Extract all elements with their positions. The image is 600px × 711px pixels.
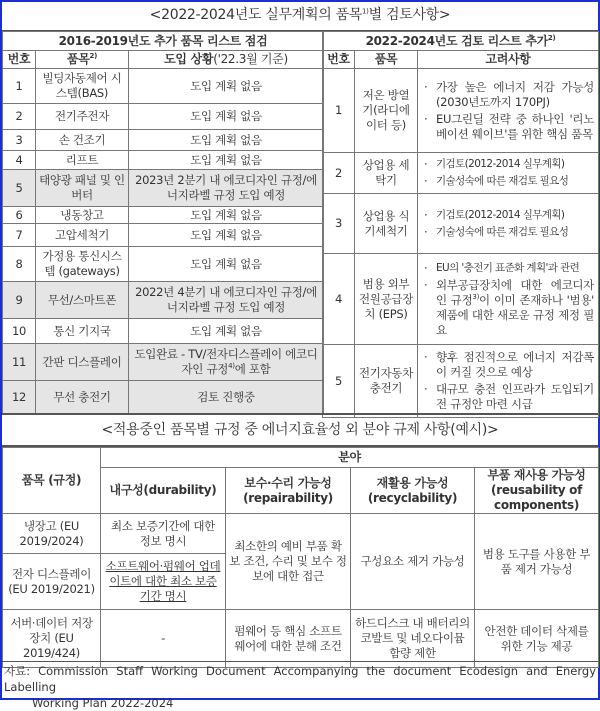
row-durability bbox=[101, 554, 226, 610]
bullet-item bbox=[424, 278, 594, 338]
row-reusability: 범용 도구를 사용한 부품 제거 가능성 bbox=[475, 514, 599, 610]
row-no: 1 bbox=[323, 69, 355, 153]
footnote-2: 2) bbox=[547, 33, 556, 42]
col-header-status-date: ('22.3월 기준) bbox=[213, 52, 288, 66]
bullet-text: 기검토(2012-2014 실무계획) bbox=[436, 158, 565, 170]
row-status: 도입 계획 없음 bbox=[129, 224, 324, 247]
table-row bbox=[3, 104, 324, 130]
table-row bbox=[3, 247, 324, 282]
row-item: 가정용 통신시스템 (gateways) bbox=[36, 247, 129, 282]
row-no: 2 bbox=[323, 153, 355, 194]
bullet-text: 향후 점진적으로 에너지 저감폭이 커질 것으로 예상 bbox=[436, 350, 594, 379]
bullet-item bbox=[424, 382, 594, 412]
row-durability-text: 소프트웨어·펌웨어 업데이트에 대한 최소 보증기간 명시 bbox=[105, 559, 221, 603]
row-item: 서버·데이터 저장장치 (EU 2019/424) bbox=[3, 610, 101, 668]
row-no: 6 bbox=[3, 207, 36, 224]
row-status: 도입 계획 없음 bbox=[129, 69, 324, 104]
checklist-table-2016-2019 bbox=[2, 31, 324, 415]
bullet-icon: · bbox=[424, 111, 428, 126]
row-repairability: 최소한의 예비 부품 확보 조건, 수리 및 보수 정보에 대한 접근 bbox=[226, 514, 351, 610]
row-item: 저온 방열기(라디에이터 등) bbox=[355, 69, 418, 153]
row-no: 10 bbox=[3, 319, 36, 344]
col-header-status bbox=[129, 51, 324, 69]
footnote-2: 2) bbox=[89, 52, 98, 60]
bullet-item bbox=[424, 225, 594, 240]
row-status: 도입 계획 없음 bbox=[129, 319, 324, 344]
bullet-text: EU그린딜 전략 중 하나인 '리노베이션 웨이브'를 위한 핵심 품목 bbox=[436, 111, 594, 141]
row-durability: 최소 보증기간에 대한 정보 명시 bbox=[101, 514, 226, 554]
bullet-icon: · bbox=[424, 207, 428, 222]
source-label: 자료: bbox=[4, 664, 31, 678]
source-text-line2: Working Plan 2022-2024 bbox=[32, 696, 174, 710]
row-status-text-suffix: 에 포함 bbox=[234, 362, 271, 376]
table-row bbox=[3, 69, 324, 104]
row-no: 8 bbox=[3, 247, 36, 282]
table-row bbox=[3, 514, 599, 554]
row-status: 2023년 2분기 내 에코디자인 규정/에너지라벨 규정 도입 예정 bbox=[129, 170, 324, 207]
col-header-durability: 내구성(durability) bbox=[101, 468, 226, 514]
row-status: 검토 진행중 bbox=[129, 381, 324, 415]
bullet-text: EU의 '충전기 표준화 계획'과 관련 bbox=[436, 261, 580, 274]
col-header-recyclability: 재활용 가능성 (recyclability) bbox=[351, 468, 475, 514]
row-considerations bbox=[418, 345, 599, 418]
bullet-item bbox=[424, 350, 594, 380]
bullet-text: 기술성숙에 따른 재검토 필요성 bbox=[436, 175, 569, 187]
row-no: 3 bbox=[323, 194, 355, 254]
bullet-icon: · bbox=[424, 382, 428, 396]
group-header-field: 분야 bbox=[101, 448, 599, 468]
col-header-repairability: 보수·수리 가능성 (repairability) bbox=[226, 468, 351, 514]
row-considerations bbox=[418, 254, 599, 345]
col-header-considerations: 고려사항 bbox=[418, 51, 599, 69]
bullet-item bbox=[424, 174, 594, 189]
bullet-icon: · bbox=[424, 157, 428, 171]
col-header-no: 번호 bbox=[323, 51, 355, 69]
table-row bbox=[3, 151, 324, 170]
bullet-text-part: 이 이미 존재하나 '범용' 제품에 대한 새로운 규정 제정 필요 bbox=[436, 292, 594, 337]
bullet-icon: · bbox=[424, 79, 428, 94]
bullet-item bbox=[424, 112, 594, 142]
row-recyclability: 구성요소 제거 가능성 bbox=[351, 514, 475, 610]
table-row bbox=[323, 153, 599, 194]
row-status: 도입 계획 없음 bbox=[129, 104, 324, 130]
row-status: 도입 계획 없음 bbox=[129, 151, 324, 170]
table-row bbox=[3, 319, 324, 344]
table-row-highlighted bbox=[3, 381, 324, 415]
footnote-1: 1) bbox=[362, 7, 369, 16]
row-no: 3 bbox=[3, 130, 36, 151]
divider bbox=[2, 661, 598, 662]
row-item: 무선/스마트폰 bbox=[36, 282, 129, 319]
row-item: 범용 외부 전원공급장치 (EPS) bbox=[355, 254, 418, 345]
row-item: 무선 충전기 bbox=[36, 381, 129, 415]
row-status: 도입 계획 없음 bbox=[129, 247, 324, 282]
bullet-text bbox=[436, 278, 594, 338]
row-durability: - bbox=[101, 610, 226, 668]
table-row-highlighted bbox=[3, 170, 324, 207]
row-item: 리프트 bbox=[36, 151, 129, 170]
row-item: 전자 디스플레이 (EU 2019/2021) bbox=[3, 554, 101, 610]
source-text: Commission Staff Working Document Accompanying the document Ecodesign and Energy Labelling bbox=[4, 664, 596, 694]
review-list-table-2022-2024 bbox=[322, 31, 599, 418]
row-considerations bbox=[418, 153, 599, 194]
row-no: 5 bbox=[323, 345, 355, 418]
row-status: 도입 계획 없음 bbox=[129, 130, 324, 151]
table-row bbox=[323, 69, 599, 153]
row-repairability: 펌웨어 등 핵심 소프트웨어에 대한 분해 조건 bbox=[226, 610, 351, 668]
row-no: 4 bbox=[323, 254, 355, 345]
row-no: 12 bbox=[3, 381, 36, 415]
bullet-icon: · bbox=[424, 260, 428, 275]
bullet-item bbox=[424, 261, 594, 276]
group-header-2022-2024 bbox=[323, 32, 599, 51]
bullet-text: 기검토(2012-2014 실무계획) bbox=[436, 208, 565, 221]
table1-title-suffix: 별 검토사항> bbox=[368, 7, 451, 23]
row-item: 빌딩자동제어 시스템(BAS) bbox=[36, 69, 129, 104]
row-no: 1 bbox=[3, 69, 36, 104]
divider bbox=[2, 413, 598, 415]
row-item: 통신 기지국 bbox=[36, 319, 129, 344]
bullet-text-part: 외부공급장치에 대한 에코디자인 규정 bbox=[436, 277, 594, 307]
col-header-item-text: 품목 bbox=[66, 52, 90, 66]
footnote-3: 3) bbox=[472, 292, 480, 301]
row-considerations bbox=[418, 194, 599, 254]
group-header-2016-2019: 2016-2019년도 추가 품목 리스트 점검 bbox=[3, 32, 324, 51]
table-row bbox=[323, 254, 599, 345]
bullet-text: 가장 높은 에너지 저감 가능성(2030년도까지 170PJ) bbox=[436, 79, 594, 109]
row-status: 2022년 4분기 내 에코디자인 규정/에너지라벨 규정 도입 예정 bbox=[129, 282, 324, 319]
table-row bbox=[323, 345, 599, 418]
col-header-reusability: 부품 재사용 가능성 (reusability of components) bbox=[475, 468, 599, 514]
row-item: 태양광 패널 및 인버터 bbox=[36, 170, 129, 207]
table-row bbox=[3, 224, 324, 247]
row-no: 2 bbox=[3, 104, 36, 130]
col-header-no: 번호 bbox=[3, 51, 36, 69]
row-no: 4 bbox=[3, 151, 36, 170]
table-row bbox=[3, 207, 324, 224]
row-item: 간판 디스플레이 bbox=[36, 344, 129, 381]
group-header-text: 2022-2024년도 검토 리스트 추가 bbox=[365, 33, 548, 48]
source-note bbox=[4, 663, 596, 711]
table-row bbox=[323, 194, 599, 254]
bullet-item bbox=[424, 208, 594, 223]
col-header-item-regulation: 품목 (규정) bbox=[3, 448, 101, 514]
bullet-text: 기술성숙에 따른 재검토 필요성 bbox=[436, 225, 569, 238]
col-header-item: 품목 bbox=[355, 51, 418, 69]
regulation-table bbox=[2, 447, 599, 668]
bullet-item bbox=[424, 157, 594, 172]
col-header-item bbox=[36, 51, 129, 69]
row-recyclability: 하드디스크 내 배터리의 코발트 및 네오다이뮴 함량 제한 bbox=[351, 610, 475, 668]
col-header-status-text: 도입 상황 bbox=[164, 52, 214, 66]
row-considerations bbox=[418, 69, 599, 153]
row-item: 냉동창고 bbox=[36, 207, 129, 224]
row-no: 11 bbox=[3, 344, 36, 381]
table-row bbox=[3, 130, 324, 151]
table-row-highlighted bbox=[3, 282, 324, 319]
row-status-text: 도입완료 - TV/전자디스플레이 에코디자인 규정 bbox=[134, 347, 318, 376]
bullet-item bbox=[424, 80, 594, 110]
row-no: 5 bbox=[3, 170, 36, 207]
row-item: 전기자동차 충전기 bbox=[355, 345, 418, 418]
row-item: 손 건조기 bbox=[36, 130, 129, 151]
row-item: 상업용 세탁기 bbox=[355, 153, 418, 194]
bullet-icon: · bbox=[424, 277, 428, 292]
bullet-icon: · bbox=[424, 224, 428, 239]
table2-title: <적용중인 품목별 규정 중 에너지효율성 외 분야 규제 사항(예시)> bbox=[101, 422, 499, 438]
table1-title bbox=[0, 4, 600, 24]
row-no: 7 bbox=[3, 224, 36, 247]
table-row bbox=[3, 610, 599, 668]
bullet-icon: · bbox=[424, 350, 428, 364]
bullet-text: 대규모 충전 인프라가 도입되기 전 규정안 마련 시급 bbox=[436, 382, 594, 411]
row-item: 전기주전자 bbox=[36, 104, 129, 130]
row-reusability: 안전한 데이터 삭제를 위한 기능 제공 bbox=[475, 610, 599, 668]
row-status bbox=[129, 344, 324, 381]
bullet-icon: · bbox=[424, 174, 428, 188]
row-status: 도입 계획 없음 bbox=[129, 207, 324, 224]
row-no: 9 bbox=[3, 282, 36, 319]
table-row-highlighted bbox=[3, 344, 324, 381]
footnote-4: 4) bbox=[228, 362, 235, 371]
row-item: 상업용 식기세척기 bbox=[355, 194, 418, 254]
table1-title-text: <2022-2024년도 실무계획의 품목 bbox=[149, 7, 363, 23]
row-item: 냉장고 (EU 2019/2024) bbox=[3, 514, 101, 554]
row-item: 고압세척기 bbox=[36, 224, 129, 247]
